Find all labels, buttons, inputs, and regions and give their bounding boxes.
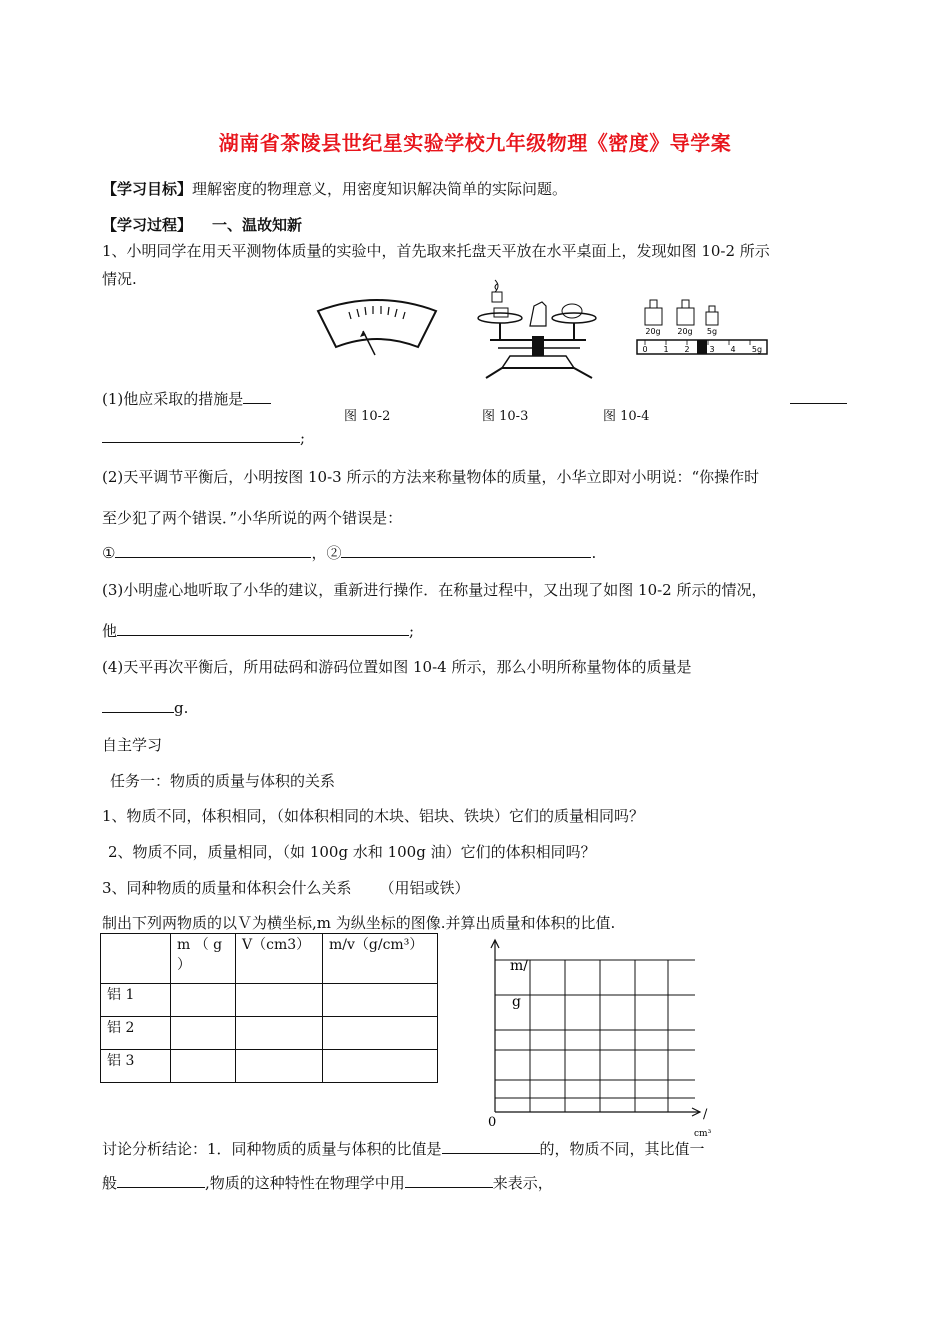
table-header-cell [101,934,171,984]
ruler-tick-2: 2 [684,345,690,354]
ruler-tick-3: 3 [709,345,715,354]
q1-part3-prefix: 他 [102,622,118,640]
table-cell[interactable] [171,984,236,1017]
table-cell[interactable] [236,1050,323,1083]
graph-instruction: 制出下列两物质的以Ｖ为横坐标,m 为纵坐标的图像.并算出质量和体积的比值. [102,914,616,932]
q1-part1-line2 [102,428,305,447]
task-question-1: 1、物质不同，体积相同，（如体积相同的木块、铝块、铁块）它们的质量相同吗？ [102,807,645,825]
conclusion-text-1b: 的，物质不同，其比值一 [539,1140,705,1158]
data-table [100,933,438,1083]
figure-10-4-caption: 图 10-4 [603,409,650,424]
answer-blank[interactable] [790,389,847,404]
mass-blank[interactable] [102,698,174,713]
answer-blank[interactable] [117,621,409,636]
q1-part3-end: ; [409,622,415,640]
weight-label-2: 20g [677,327,693,336]
task-question-3-note: （用铝或铁） [379,879,470,897]
error-1-marker: ① [102,544,116,562]
generally-blank[interactable] [117,1173,205,1188]
table-cell[interactable] [236,1017,323,1050]
learning-goal [102,178,567,199]
process-section: 一、温故知新 [212,216,303,234]
table-cell-label: 铝 1 [101,984,171,1017]
conclusion-line-2 [102,1172,553,1193]
x-axis-unit: cm³ [694,1129,712,1138]
conclusion-text-2b: ,物质的这种特性在物理学中用 [205,1174,405,1192]
answer-blank[interactable] [243,389,271,404]
q1-part2-answers [102,542,596,563]
weight-label-1: 20g [645,327,661,336]
table-cell[interactable] [171,1017,236,1050]
table-row [101,1017,438,1050]
q1-part1-end: ; [300,429,306,447]
origin-label: 0 [488,1115,497,1130]
q1-part3-line1: (3)小明虚心地听取了小华的建议，重新进行操作．在称量过程中，又出现了如图 10-2 所示的情况， [102,581,767,599]
figure-10-3-caption: 图 10-3 [482,409,529,424]
q1-part4-line2 [102,698,188,717]
q1-part1 [102,388,271,409]
ruler-tick-0: 0 [642,345,648,354]
table-cell[interactable] [323,1017,438,1050]
error-2-marker: ，② [311,544,342,562]
ratio-blank[interactable] [442,1139,540,1154]
figure-10-2-caption: 图 10-2 [344,409,391,424]
learning-process [102,214,302,235]
table-header-cell: m （ g ） [171,934,236,984]
q1-part3-line2 [102,620,414,641]
task-question-3 [102,877,470,898]
ruler-tick-5: 5g [751,345,763,354]
mass-volume-graph [488,938,718,1138]
answer-blank[interactable] [102,428,300,443]
figure-10-2-dial [315,295,440,357]
task-question-3-text: 3、同种物质的质量和体积会什么关系 [102,879,352,897]
error-2-blank[interactable] [341,543,591,558]
process-label: 【学习过程】 [102,216,193,234]
q1-part2-line2: 至少犯了两个错误．”小华所说的两个错误是： [102,509,403,527]
table-cell-label: 铝 2 [101,1017,171,1050]
q1-part1-text: (1)他应采取的措施是 [102,390,244,408]
q1-part1-blank-tail [790,389,847,408]
ruler-tick-1: 1 [663,345,669,354]
task-1-heading: 任务一：物质的质量与体积的关系 [110,772,336,790]
table-cell[interactable] [323,984,438,1017]
task-question-2: 2、物质不同，质量相同，（如 100g 水和 100g 油）它们的体积相同吗？ [108,843,596,861]
table-row [101,1050,438,1083]
q1-part4-line1: (4)天平再次平衡后，所用砝码和游码位置如图 10-4 所示，那么小明所称量物体的质量是 [102,658,692,676]
y-axis-label-1: m/ [510,958,528,974]
y-axis-label-2: g [512,994,521,1010]
x-axis-label: / [703,1107,708,1122]
goal-label: 【学习目标】 [102,180,193,198]
table-cell[interactable] [323,1050,438,1083]
conclusion-text-1a: 讨论分析结论：1．同种物质的质量与体积的比值是 [102,1140,442,1158]
page-title: 湖南省茶陵县世纪星实验学校九年级物理《密度》导学案 [218,131,732,155]
q1-part4-end: g. [174,699,189,717]
q1-line2: 情况. [102,270,137,288]
conclusion-line-1 [102,1138,705,1159]
table-header-cell: m/v（g/cm³） [323,934,438,984]
ruler-tick-4: 4 [730,345,736,354]
density-term-blank[interactable] [405,1173,493,1188]
conclusion-text-2c: 来表示， [492,1174,553,1192]
table-cell-label: 铝 3 [101,1050,171,1083]
table-header-row [101,934,438,984]
error-1-blank[interactable] [115,543,311,558]
table-cell[interactable] [236,984,323,1017]
weight-label-3: 5g [706,327,718,336]
table-header-cell: V（cm3） [236,934,323,984]
q1-part2-end: . [591,544,597,562]
q1-line1: 1、小明同学在用天平测物体质量的实验中，首先取来托盘天平放在水平桌面上，发现如图 10-2 所示 [102,242,770,260]
table-cell[interactable] [171,1050,236,1083]
q1-part2-line1: (2)天平调节平衡后，小明按图 10-3 所示的方法来称量物体的质量，小华立即对小明说：“你操作时 [102,468,760,486]
self-study-heading: 自主学习 [102,736,163,754]
conclusion-text-2a: 般 [102,1174,118,1192]
goal-text: 理解密度的物理意义，用密度知识解决简单的实际问题。 [192,180,568,198]
table-row [101,984,438,1017]
figure-10-4-weights [635,296,771,358]
figure-10-3-balance [470,278,610,380]
